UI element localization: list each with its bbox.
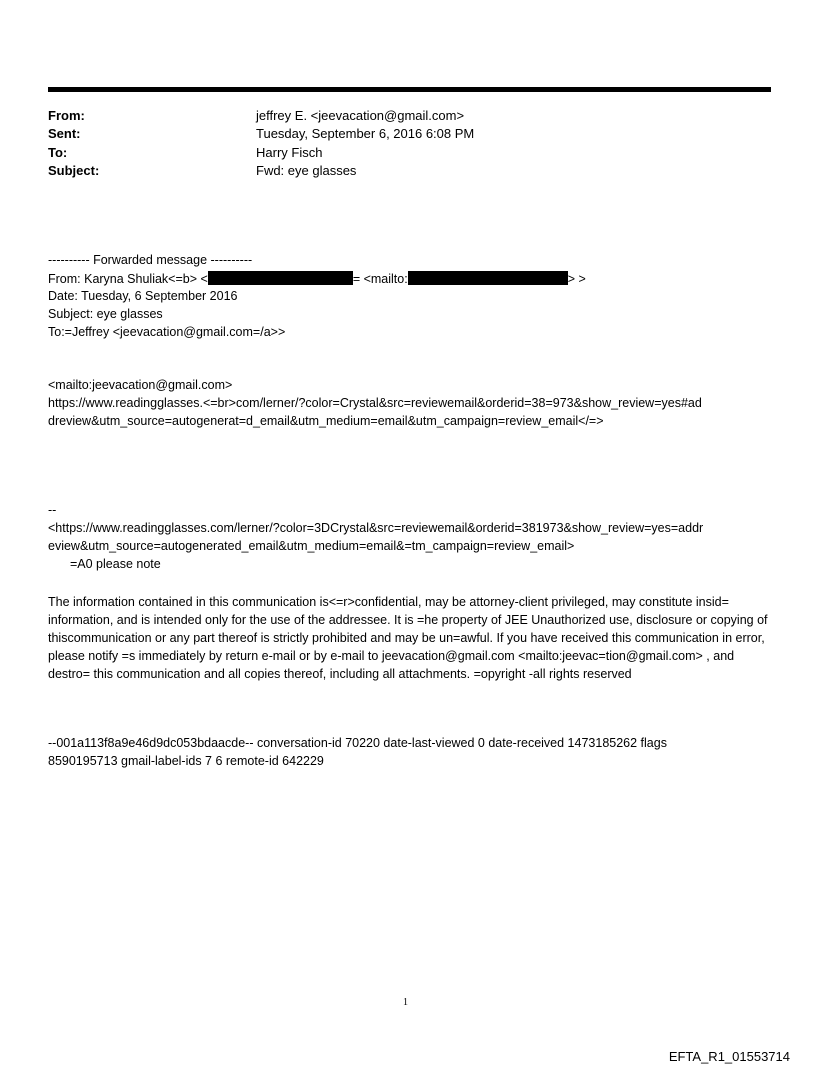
signature-url-line[interactable]: eview&utm_source=autogenerated_email&utm_medium=email&=tm_campaign=review_email> <box>48 539 575 553</box>
document-id-stamp: EFTA_R1_01553714 <box>668 1049 790 1064</box>
forwarded-marker: ---------- Forwarded message ---------- <box>48 253 253 267</box>
review-url-line[interactable]: https://www.readingglasses.<=br>com/lerner/?color=Crystal&src=reviewemail&orderid=38=973&show_review=yes#ad <box>48 396 702 410</box>
to-value: Harry Fisch <box>256 145 323 160</box>
redaction-bar <box>208 271 353 285</box>
page-number: 1 <box>403 997 408 1008</box>
signature-dashes: -- <box>48 503 57 517</box>
signature-url-line[interactable]: <https://www.readingglasses.com/lerner/?color=3DCrystal&src=reviewemail&orderid=381973&show_review=yes=addr <box>48 521 704 535</box>
metadata-line: --001a113f8a9e46d9dc053bdaacde-- conversation-id 70220 date-last-viewed 0 date-received 1473185262 flags <box>48 736 667 750</box>
mailto-link[interactable]: <mailto:jeevacation@gmail.com> <box>48 378 233 392</box>
subject-label: Subject: <box>48 163 100 178</box>
forwarded-from-suffix: > > <box>567 272 586 286</box>
disclaimer-paragraph: The information contained in this communication is<=r>confidential, may be attorney-client privileged, may constitute insid= information, and is intended only for the use of the addressee. It is =he property of JEE Unauthorized use, disclosure or copying of thiscommunication or any part thereof is strictly prohibited and may be un=awful. If you have received this communication in error, please notify =s immediately by return e-mail or by e-mail to jeevacation@gmail.com <mailto:jeevac=tion@gmail.com> , and destro= this communication and all copies thereof, including all attachments. =opyright -all rights reserved <box>48 595 768 681</box>
please-note: =A0 please note <box>70 557 161 571</box>
forwarded-from-middle: = <mailto: <box>352 272 408 286</box>
header-rule <box>48 87 771 92</box>
sent-label: Sent: <box>48 126 81 141</box>
redaction-bar <box>408 271 568 285</box>
from-value: jeffrey E. <jeevacation@gmail.com> <box>256 108 465 123</box>
forwarded-from <box>48 271 586 286</box>
review-url-line[interactable]: dreview&utm_source=autogenerat=d_email&utm_medium=email&utm_campaign=review_email</=> <box>48 414 604 428</box>
subject-value: Fwd: eye glasses <box>256 163 357 178</box>
from-label: From: <box>48 108 85 123</box>
forwarded-subject: Subject: eye glasses <box>48 307 163 321</box>
forwarded-from-prefix: From: Karyna Shuliak<=b> < <box>48 272 208 286</box>
metadata-line: 8590195713 gmail-label-ids 7 6 remote-id 642229 <box>48 754 324 768</box>
sent-value: Tuesday, September 6, 2016 6:08 PM <box>256 126 475 141</box>
forwarded-to: To:=Jeffrey <jeevacation@gmail.com=/a>> <box>48 325 286 339</box>
forwarded-date: Date: Tuesday, 6 September 2016 <box>48 289 238 303</box>
to-label: To: <box>48 145 68 160</box>
